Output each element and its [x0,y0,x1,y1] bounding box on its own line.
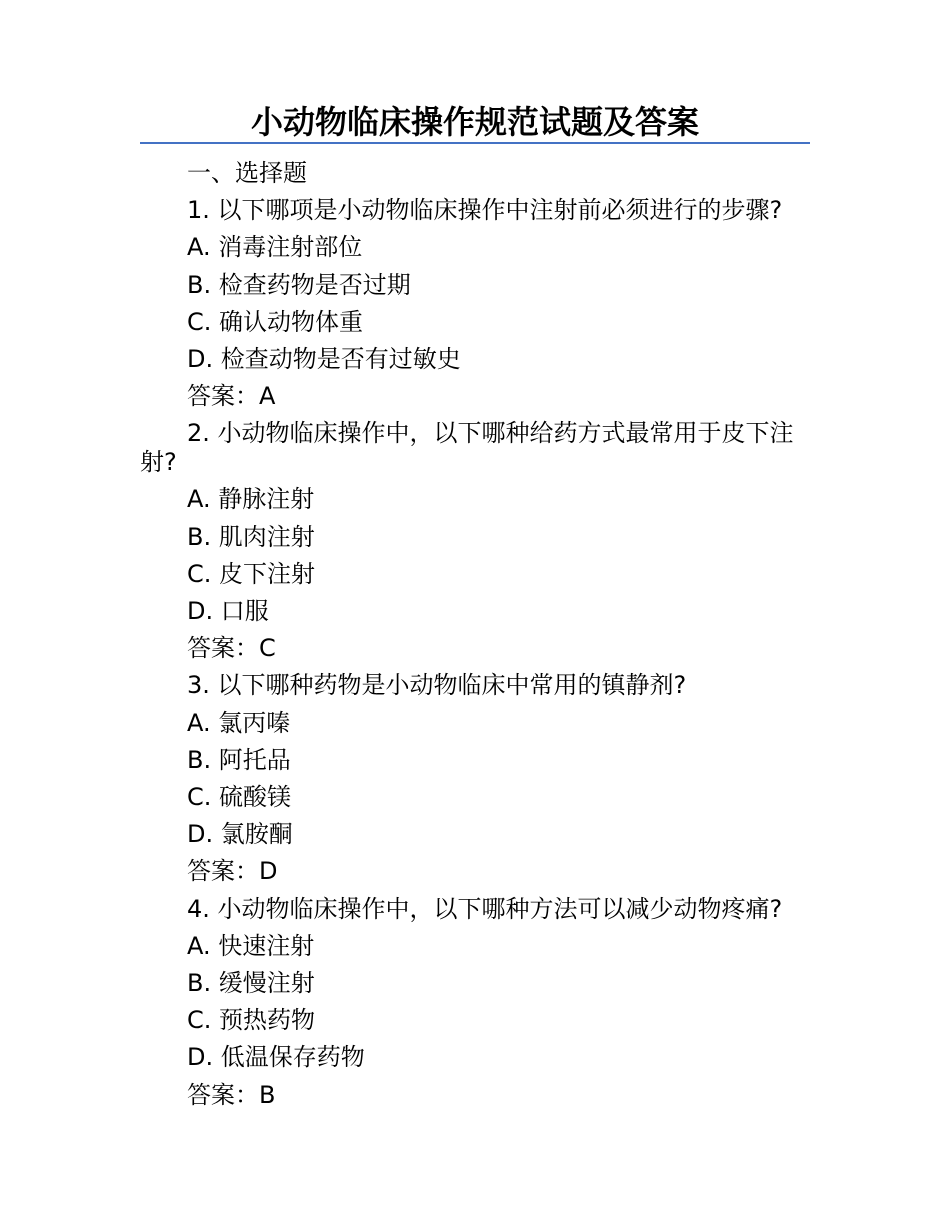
document-title: 小动物临床操作规范试题及答案 [250,103,699,141]
option-b: B. 缓慢注射 [187,969,315,998]
option-c: C. 硫酸镁 [187,783,292,812]
option-a: A. 快速注射 [187,931,315,960]
question-text: 1. 以下哪项是小动物临床操作中注射前必须进行的步骤? [187,196,783,225]
option-d: D. 检查动物是否有过敏史 [187,345,461,374]
question-text: 3. 以下哪种药物是小动物临床中常用的镇静剂? [187,671,687,700]
option-a: A. 氯丙嗪 [187,708,291,737]
option-b: B. 阿托品 [187,745,291,774]
answer-text: 答案：A [187,382,276,411]
document-body [140,155,810,1114]
answer-text: 答案：C [187,634,276,663]
answer-text: 答案：D [187,857,278,886]
option-b: B. 检查药物是否过期 [187,270,411,299]
option-c: C. 皮下注射 [187,559,316,588]
option-d: D. 低温保存药物 [187,1043,365,1072]
title-block [140,100,810,144]
question-text: 4. 小动物临床操作中，以下哪种方法可以减少动物疼痛? [187,894,783,923]
section-heading: 一、选择题 [187,159,307,187]
option-c: C. 预热药物 [187,1006,316,1035]
question-text: 2. 小动物临床操作中，以下哪种给药方式最常用于皮下注射? [140,419,794,477]
option-b: B. 肌肉注射 [187,522,315,551]
answer-text: 答案：B [187,1080,276,1109]
option-d: D. 氯胺酮 [187,820,293,849]
option-a: A. 消毒注射部位 [187,233,363,262]
option-a: A. 静脉注射 [187,485,315,514]
option-d: D. 口服 [187,597,269,626]
option-c: C. 确认动物体重 [187,307,364,336]
